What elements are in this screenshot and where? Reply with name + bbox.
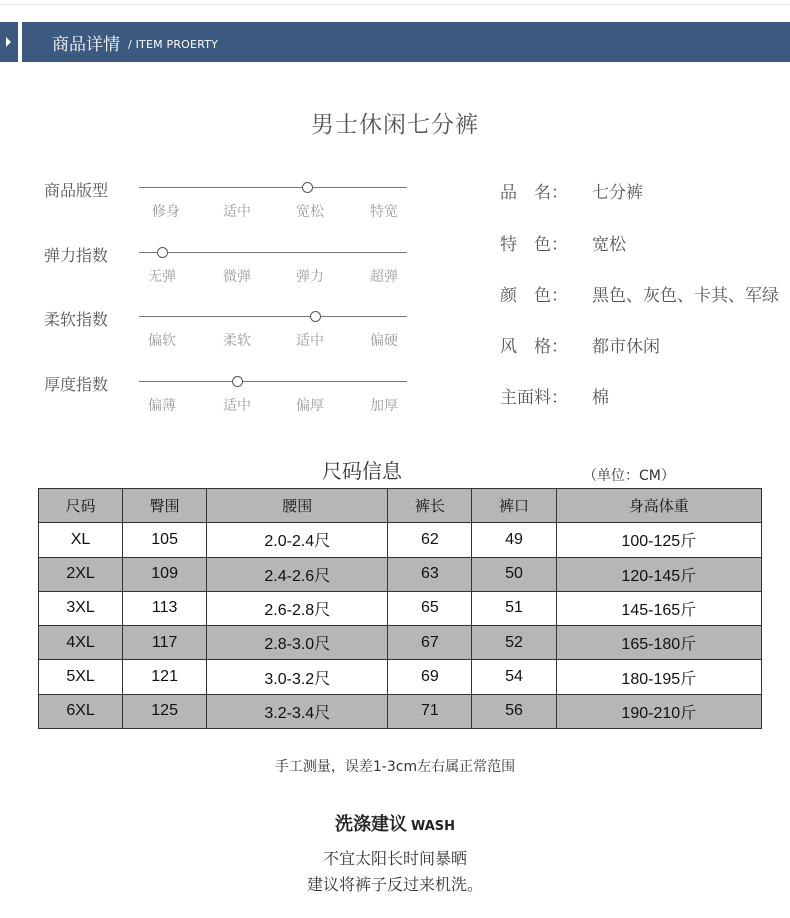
table-cell: 5XL	[39, 660, 123, 694]
table-cell: XL	[39, 523, 123, 557]
table-row	[39, 660, 762, 694]
table-cell: 117	[123, 626, 207, 660]
info-value: 黑色、灰色、卡其、军绿	[592, 286, 779, 306]
slider-knob	[310, 311, 321, 322]
size-unit-label: （单位：CM）	[583, 468, 675, 484]
table-cell: 125	[123, 694, 207, 728]
size-info-title: 尺码信息	[322, 459, 402, 483]
table-row	[39, 557, 762, 591]
table-cell: 65	[388, 591, 472, 625]
table-cell: 56	[472, 694, 556, 728]
table-cell: 120-145斤	[556, 557, 761, 591]
slider-tick: 偏硬	[370, 333, 398, 349]
table-header: 裤口	[472, 489, 556, 523]
table-cell: 180-195斤	[556, 660, 761, 694]
table-header: 身高体重	[556, 489, 761, 523]
table-cell: 52	[472, 626, 556, 660]
slider-tick: 偏软	[148, 333, 176, 349]
info-row-style	[500, 332, 660, 357]
slider-knob	[232, 376, 243, 387]
slider-tick: 特宽	[370, 204, 398, 220]
table-cell: 100-125斤	[556, 523, 761, 557]
slider-tick: 加厚	[370, 398, 398, 414]
table-cell: 190-210斤	[556, 694, 761, 728]
table-cell: 165-180斤	[556, 626, 761, 660]
table-cell: 2XL	[39, 557, 123, 591]
table-header-row	[39, 489, 762, 523]
slider-tick: 适中	[296, 333, 324, 349]
table-cell: 6XL	[39, 694, 123, 728]
table-cell: 63	[388, 557, 472, 591]
table-cell: 145-165斤	[556, 591, 761, 625]
slider-knob	[157, 247, 168, 258]
wash-title-cn: 洗涤建议	[334, 814, 407, 835]
slider-track	[139, 187, 407, 188]
info-row-feature	[500, 230, 626, 255]
table-cell: 3XL	[39, 591, 123, 625]
section-title-en: / ITEM PROERTY	[128, 37, 219, 51]
table-cell: 2.8-3.0尺	[207, 626, 388, 660]
table-cell: 50	[472, 557, 556, 591]
wash-title-en: WASH	[410, 819, 456, 834]
product-title: 男士休闲七分裤	[311, 112, 479, 138]
info-key: 品 名：	[500, 183, 568, 203]
table-cell: 2.0-2.4尺	[207, 523, 388, 557]
slider-label: 柔软指数	[44, 310, 109, 329]
table-header: 尺码	[39, 489, 123, 523]
info-key: 特 色：	[500, 235, 568, 255]
wash-instruction: 不宜太阳长时间暴晒	[322, 849, 467, 868]
section-header-bar	[22, 22, 790, 62]
table-cell: 2.4-2.6尺	[207, 557, 388, 591]
section-title-cn: 商品详情	[52, 34, 120, 55]
measurement-note: 手工测量，误差1-3cm左右属正常范围	[274, 759, 516, 775]
table-cell: 109	[123, 557, 207, 591]
slider-label: 弹力指数	[44, 246, 109, 265]
table-cell: 4XL	[39, 626, 123, 660]
table-cell: 67	[388, 626, 472, 660]
table-row	[39, 694, 762, 728]
table-row	[39, 626, 762, 660]
top-divider	[0, 4, 790, 5]
info-value: 棉	[592, 388, 609, 408]
slider-tick: 柔软	[223, 333, 251, 349]
table-cell: 54	[472, 660, 556, 694]
slider-tick: 适中	[223, 204, 251, 220]
info-value: 七分裤	[592, 183, 643, 203]
header-tab-marker	[0, 22, 18, 62]
table-cell: 62	[388, 523, 472, 557]
table-cell: 2.6-2.8尺	[207, 591, 388, 625]
info-row-name	[500, 178, 643, 203]
info-value: 都市休闲	[592, 337, 660, 357]
wash-instruction: 建议将裤子反过来机洗。	[306, 875, 483, 894]
table-row	[39, 523, 762, 557]
slider-tick: 微弹	[223, 269, 251, 285]
table-cell: 69	[388, 660, 472, 694]
slider-tick: 超弹	[370, 269, 398, 285]
info-key: 颜 色：	[500, 286, 568, 306]
table-header: 腰围	[207, 489, 388, 523]
table-cell: 49	[472, 523, 556, 557]
slider-tick: 偏薄	[148, 398, 176, 414]
slider-label: 厚度指数	[44, 375, 109, 394]
wash-heading	[0, 810, 790, 836]
table-row	[39, 591, 762, 625]
slider-track	[139, 316, 407, 317]
info-key: 主面料：	[500, 388, 568, 408]
slider-track	[139, 252, 407, 253]
table-cell: 51	[472, 591, 556, 625]
table-cell: 3.0-3.2尺	[207, 660, 388, 694]
table-cell: 113	[123, 591, 207, 625]
slider-knob	[302, 182, 313, 193]
table-header: 裤长	[388, 489, 472, 523]
slider-tick: 修身	[152, 204, 180, 220]
info-row-material	[500, 383, 609, 408]
info-value: 宽松	[592, 235, 626, 255]
size-table	[38, 488, 762, 729]
slider-tick: 无弹	[148, 269, 176, 285]
table-cell: 105	[123, 523, 207, 557]
info-key: 风 格：	[500, 337, 568, 357]
table-cell: 71	[388, 694, 472, 728]
slider-label: 商品版型	[44, 181, 109, 200]
slider-tick: 偏厚	[296, 398, 324, 414]
slider-tick: 宽松	[296, 204, 324, 220]
table-header: 臀围	[123, 489, 207, 523]
table-cell: 3.2-3.4尺	[207, 694, 388, 728]
slider-tick: 弹力	[296, 269, 324, 285]
table-cell: 121	[123, 660, 207, 694]
slider-tick: 适中	[223, 398, 251, 414]
info-row-color	[500, 281, 779, 306]
slider-track	[139, 381, 407, 382]
